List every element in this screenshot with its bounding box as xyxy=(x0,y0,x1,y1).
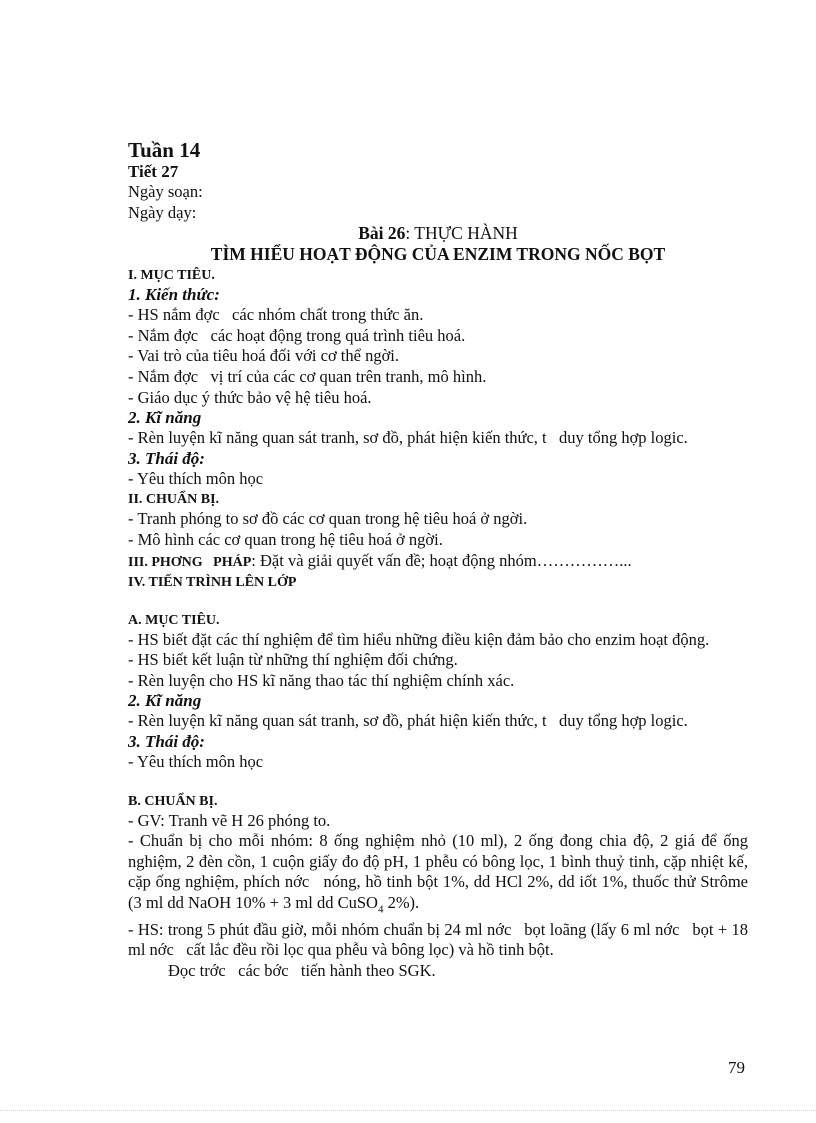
preparation-item: - Tranh phóng to sơ đồ các cơ quan trong hệ tiêu hoá ở ngời. xyxy=(128,509,528,529)
section-objectives-heading: I. MỤC TIÊU. xyxy=(128,268,215,284)
footer-divider xyxy=(0,1110,816,1111)
preparation-item: - Mô hình các cơ quan trong hệ tiêu hoá ở ngời. xyxy=(128,529,443,549)
part-a-item: - Rèn luyện cho HS kĩ năng thao tác thí nghiệm chính xác. xyxy=(128,670,515,690)
page-number: 79 xyxy=(728,1058,745,1077)
lesson-number: Bài 26 xyxy=(358,223,406,244)
part-b-group-prep-text: - Chuẩn bị cho mỗi nhóm: 8 ống nghiệm nhỏ (10 ml), 2 ống đong chia độ, 2 giá để ống nghiệm, 2 đèn cồn, 1 cuộn giấy đo độ pH, 1 phễu có bông lọc, 1 bình thuỷ tinh, cặp nhiệt kế, cặp ống nghiệm, phích nớc nóng, hồ tinh bột 1%, dd HCl 2%, dd iốt 1%, thuốc thử Strôme (3 ml dd NaOH 10% + 3 ml dd CuSO xyxy=(128,831,753,912)
knowledge-item: - Giáo dục ý thức bảo vệ hệ tiêu hoá. xyxy=(128,387,372,407)
knowledge-item: - Nắm đợc vị trí của các cơ quan trên tranh, mô hình. xyxy=(128,366,487,386)
attitude-text: - Yêu thích môn học xyxy=(128,468,264,488)
part-b-gv: - GV: Tranh vẽ H 26 phóng to. xyxy=(128,810,331,830)
knowledge-heading: 1. Kiến thức: xyxy=(128,285,220,305)
section-preparation-heading: II. CHUẨN BỊ. xyxy=(128,492,220,508)
section-method-text: : Đặt và giải quyết vấn đề; hoạt động nhóm……………... xyxy=(251,550,632,570)
part-a-skills-text: - Rèn luyện kĩ năng quan sát tranh, sơ đồ, phát hiện kiến thức, t duy tổng hợp logic. xyxy=(128,711,688,731)
section-process-heading: IV. TIẾN TRÌNH LÊN LỚP xyxy=(128,574,297,590)
part-a-item: - HS biết đặt các thí nghiệm để tìm hiểu những điều kiện đảm bảo cho enzim hoạt động. xyxy=(128,629,710,649)
lesson-title-rest: : THỰC HÀNH xyxy=(405,223,518,244)
part-b-heading: B. CHUẨN BỊ. xyxy=(128,793,218,809)
part-a-attitude-text: - Yêu thích môn học xyxy=(128,751,264,771)
teach-date: Ngày dạy: xyxy=(128,202,197,222)
document-page xyxy=(128,138,753,982)
part-a-skills-heading: 2. Kĩ năng xyxy=(128,691,202,711)
part-b-read: Đọc trớc các bớc tiến hành theo SGK. xyxy=(168,960,436,980)
section-method xyxy=(128,551,748,572)
part-b-group-prep xyxy=(128,831,753,920)
knowledge-item: - HS nắm đợc các nhóm chất trong thức ăn. xyxy=(128,305,424,325)
attitude-heading: 3. Thái độ: xyxy=(128,448,205,468)
part-b-hs: - HS: trong 5 phút đầu giờ, mỗi nhóm chuẩn bị 24 ml nớc bọt loãng (lấy 6 ml nớc bọt + 18 ml nớc cất lắc đều rồi lọc qua phễu và bông lọc) và hồ tinh bột. xyxy=(128,919,753,960)
period-heading: Tiết 27 xyxy=(128,162,179,181)
lesson-subtitle: TÌM HIỂU HOẠT ĐỘNG CỦA ENZIM TRONG NỐC BỌT xyxy=(210,244,666,265)
part-a-item: - HS biết kết luận từ những thí nghiệm đối chứng. xyxy=(128,650,458,670)
part-b-group-prep-end: 2%). xyxy=(383,892,420,912)
section-method-heading: III. PHƠNG PHÁP xyxy=(128,554,252,570)
formula-subscript: 4 xyxy=(377,903,384,916)
week-heading: Tuần 14 xyxy=(128,138,201,162)
skills-heading: 2. Kĩ năng xyxy=(128,408,202,428)
lesson-title xyxy=(128,223,748,244)
prep-date: Ngày soạn: xyxy=(128,182,203,201)
skills-text: - Rèn luyện kĩ năng quan sát tranh, sơ đồ, phát hiện kiến thức, t duy tổng hợp logic. xyxy=(128,428,688,448)
part-a-attitude-heading: 3. Thái độ: xyxy=(128,731,205,751)
knowledge-item: - Vai trò của tiêu hoá đối với cơ thể ngời. xyxy=(128,346,400,366)
knowledge-item: - Nắm đợc các hoạt động trong quá trình tiêu hoá. xyxy=(128,325,466,345)
part-a-heading: A. MỤC TIÊU. xyxy=(128,612,220,628)
